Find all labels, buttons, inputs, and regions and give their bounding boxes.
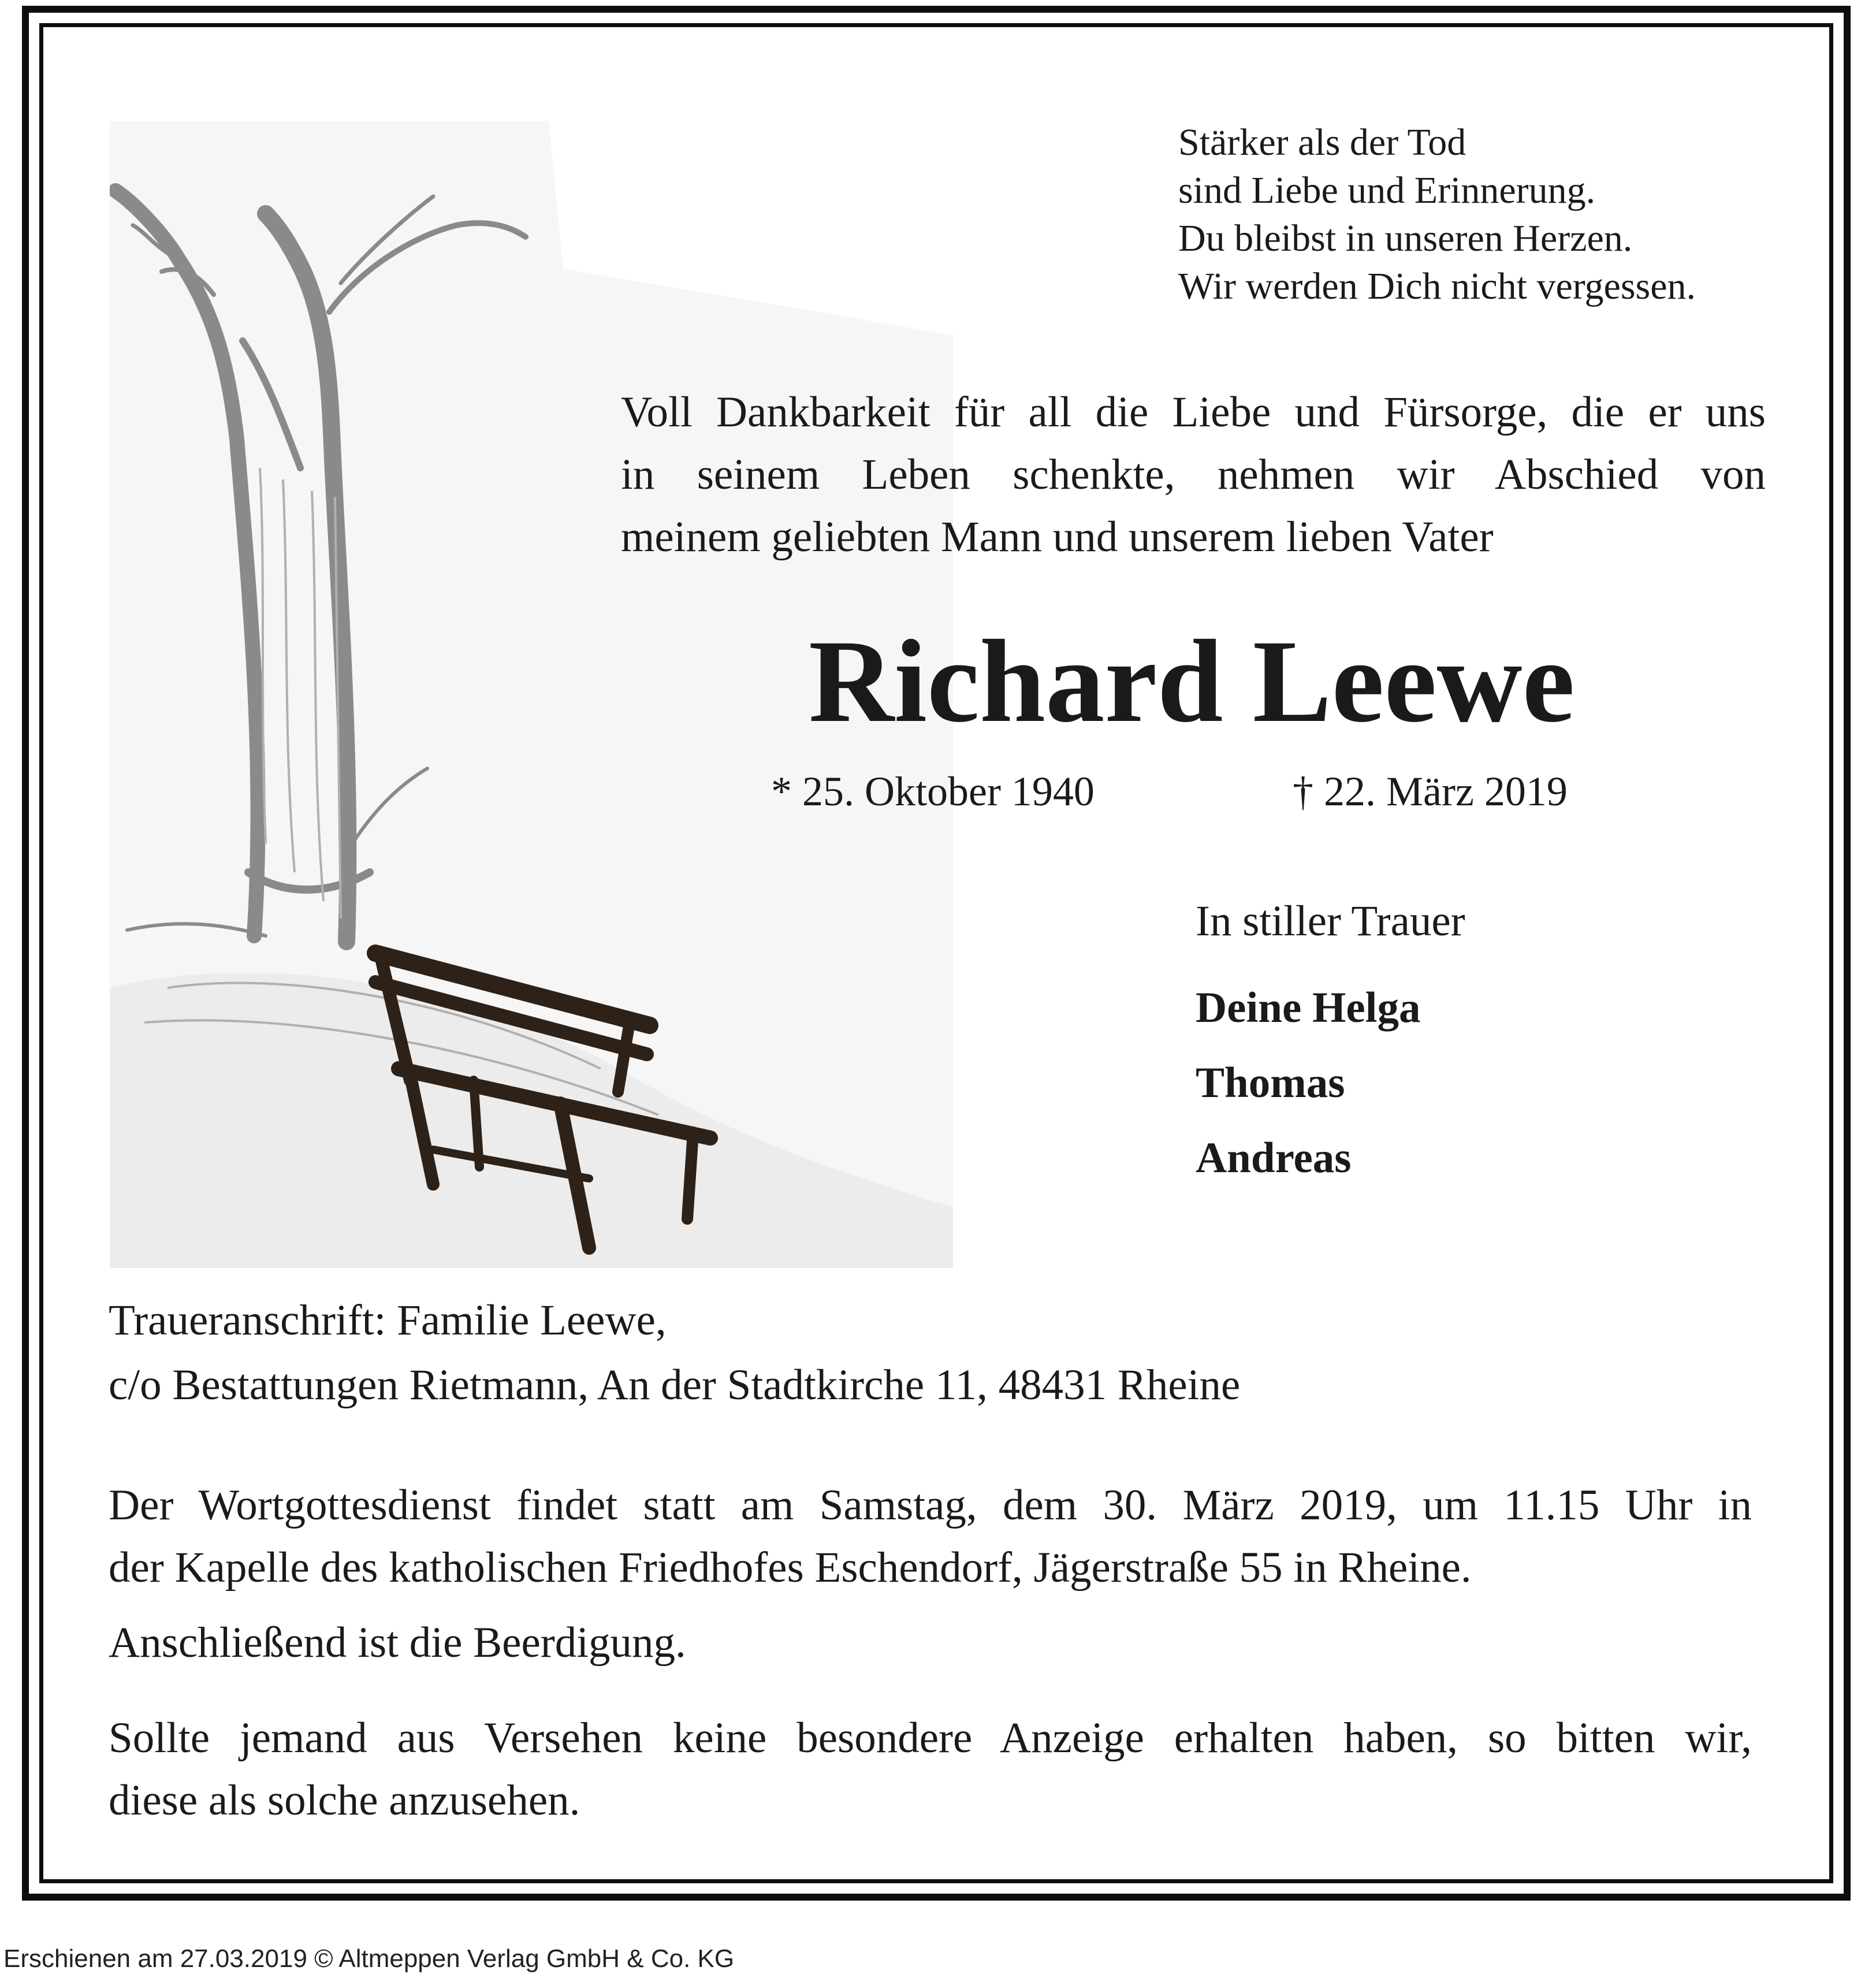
mourning-intro: In stiller Trauer — [1196, 897, 1465, 945]
quote-line: Wir werden Dich nicht vergessen. — [1178, 265, 1696, 307]
address-line: c/o Bestattungen Rietmann, An der Stadtkirche 11, 48431 Rheine — [109, 1361, 1241, 1409]
service-line: Der Wortgottesdienst findet statt am Samstag, dem 30. März 2019, um 11.15 Uhr in — [109, 1481, 1752, 1529]
notice-line: Sollte jemand aus Versehen keine besondere Anzeige erhalten haben, so bitten wir, — [109, 1714, 1752, 1762]
address-line: Traueranschrift: Familie Leewe, — [109, 1296, 667, 1344]
mourning-address — [109, 1288, 1240, 1418]
death-date: † 22. März 2019 — [1293, 768, 1568, 815]
quote-line: sind Liebe und Erinnerung. — [1178, 169, 1596, 211]
burial-note: Anschließend ist die Beerdigung. — [109, 1619, 686, 1667]
notice-line: diese als solche anzusehen. — [109, 1776, 580, 1824]
quote-line: Du bleibst in unseren Herzen. — [1178, 217, 1633, 259]
notice-paragraph — [109, 1707, 1752, 1832]
mourner-name: Andreas — [1196, 1134, 1352, 1182]
birth-date: * 25. Oktober 1940 — [771, 768, 1095, 815]
deceased-name: Richard Leewe — [809, 616, 1575, 747]
gratitude-line: Voll Dankbarkeit für all die Liebe und Fürsorge, die er uns — [621, 388, 1766, 436]
gratitude-paragraph — [621, 381, 1766, 568]
service-paragraph — [109, 1474, 1752, 1599]
quote-line: Stärker als der Tod — [1178, 121, 1466, 163]
mourner-name: Thomas — [1196, 1059, 1345, 1107]
memorial-quote — [1178, 118, 1696, 310]
service-line: der Kapelle des katholischen Friedhofes Eschendorf, Jägerstraße 55 in Rheine. — [109, 1544, 1472, 1592]
gratitude-line: meinem geliebten Mann und unserem lieben Vater — [621, 513, 1494, 561]
mourner-name: Deine Helga — [1196, 984, 1421, 1032]
gratitude-line: in seinem Leben schenkte, nehmen wir Abschied von — [621, 451, 1766, 499]
publication-footer: Erschienen am 27.03.2019 © Altmeppen Verlag GmbH & Co. KG — [3, 1944, 735, 1973]
